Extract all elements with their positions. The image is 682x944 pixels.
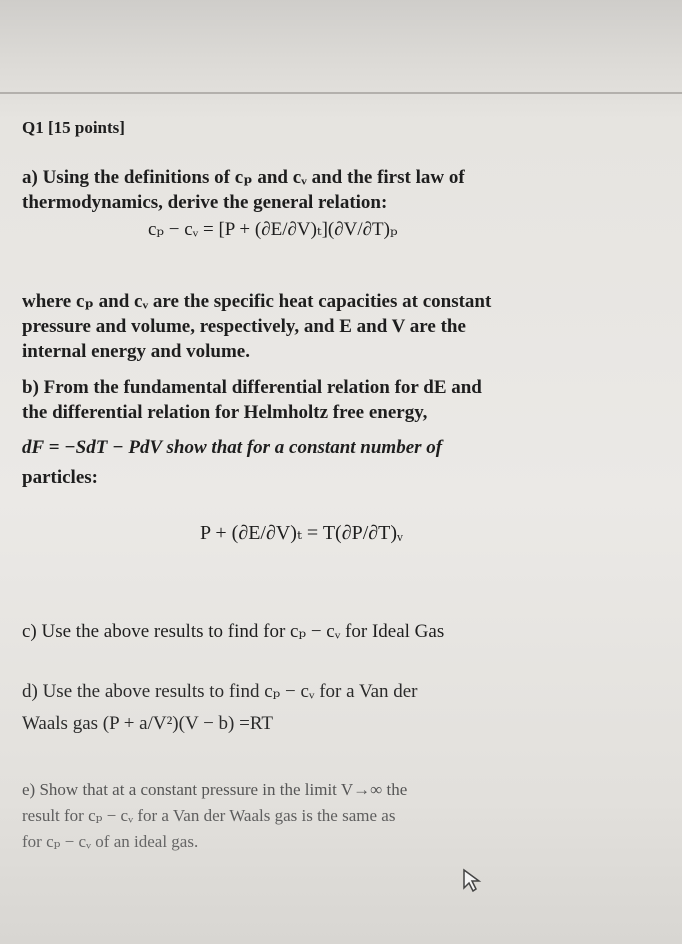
part-b-line-2: the differential relation for Helmholtz free energy, [22,402,428,423]
part-a-where-3: internal energy and volume. [22,341,250,362]
equation-energy-relation [200,520,403,545]
part-a-line-1: a) Using the definitions of cₚ and cᵥ and the first law of [22,167,465,188]
part-a-line-2: thermodynamics, derive the general relation: [22,192,388,213]
part-d-line-2: Waals gas (P + a/V²)(V − b) =RT [22,713,273,734]
equation-cp-cv-text: cₚ − cᵥ = [P + (∂E/∂V)ₜ](∂V/∂T)ₚ [148,219,398,240]
equation-energy-relation-text: P + (∂E/∂V)ₜ = T(∂P/∂T)ᵥ [200,522,403,544]
divider-line [0,92,682,94]
part-e-line-1: e) Show that at a constant pressure in the limit V→∞ the [22,780,408,799]
part-e-line-3: for cₚ − cᵥ of an ideal gas. [22,832,199,851]
part-c-line-1: c) Use the above results to find for cₚ − cᵥ for Ideal Gas [22,621,445,642]
part-b-line-1: b) From the fundamental differential relation for dE and [22,377,482,398]
part-b-line-3: dF = −SdT − PdV show that for a constant number of [22,437,443,458]
part-d-line-1: d) Use the above results to find cₚ − cᵥ for a Van der [22,681,418,702]
mouse-pointer-icon [462,868,484,897]
part-b-line-4: particles: [22,467,98,488]
part-a-where-2: pressure and volume, respectively, and E and V are the [22,316,466,337]
equation-cp-cv [148,218,398,241]
part-e-line-2: result for cₚ − cᵥ for a Van der Waals gas is the same as [22,806,396,825]
part-a-where-1: where cₚ and cᵥ are the specific heat capacities at constant [22,291,492,312]
question-header: Q1 [15 points] [22,118,125,137]
